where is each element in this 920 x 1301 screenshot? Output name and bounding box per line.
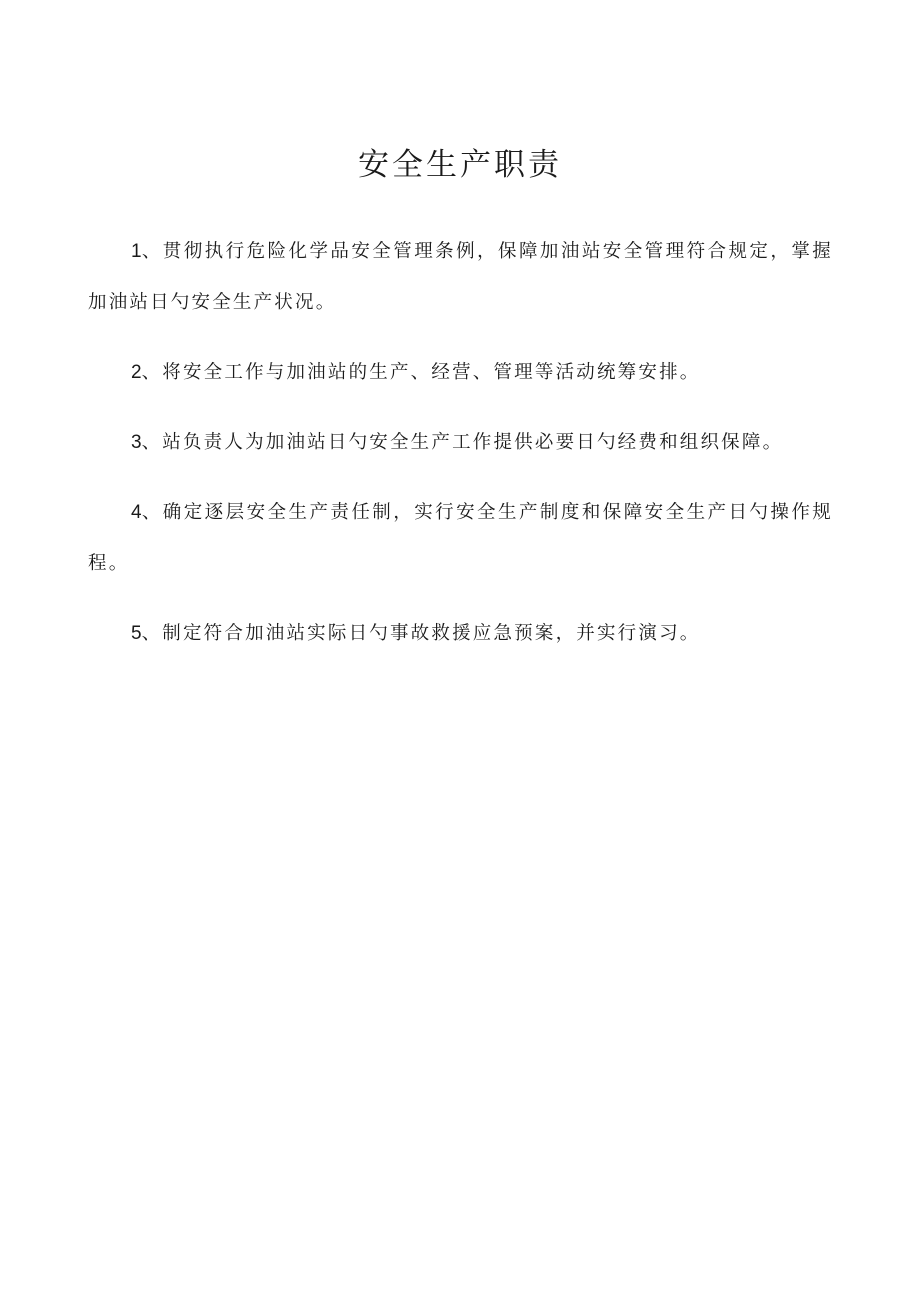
- list-item: [88, 608, 833, 659]
- list-item: [88, 417, 833, 468]
- list-item: [88, 226, 833, 328]
- item-number: 1: [131, 241, 142, 262]
- list-item: [88, 487, 833, 589]
- responsibility-list: [88, 226, 833, 678]
- item-number: 5: [131, 623, 142, 644]
- item-number: 4: [131, 502, 142, 523]
- item-number: 2: [131, 362, 142, 383]
- item-number: 3: [131, 432, 142, 453]
- item-text: 、制定符合加油站实际日勺事故救援应急预案，并实行演习。: [141, 623, 701, 644]
- page-title: 安全生产职责: [358, 147, 562, 183]
- item-text: 、将安全工作与加油站的生产、经营、管理等活动统筹安排。: [141, 362, 701, 383]
- item-text: 、贯彻执行危险化学品安全管理条例，保障加油站安全管理符合规定，掌握加油站日勺安全生产状况。: [88, 241, 833, 313]
- list-item: [88, 347, 833, 398]
- item-text: 、确定逐层安全生产责任制，实行安全生产制度和保障安全生产日勺操作规程。: [88, 502, 833, 574]
- item-text: 、站负责人为加油站日勺安全生产工作提供必要日勺经费和组织保障。: [141, 432, 784, 453]
